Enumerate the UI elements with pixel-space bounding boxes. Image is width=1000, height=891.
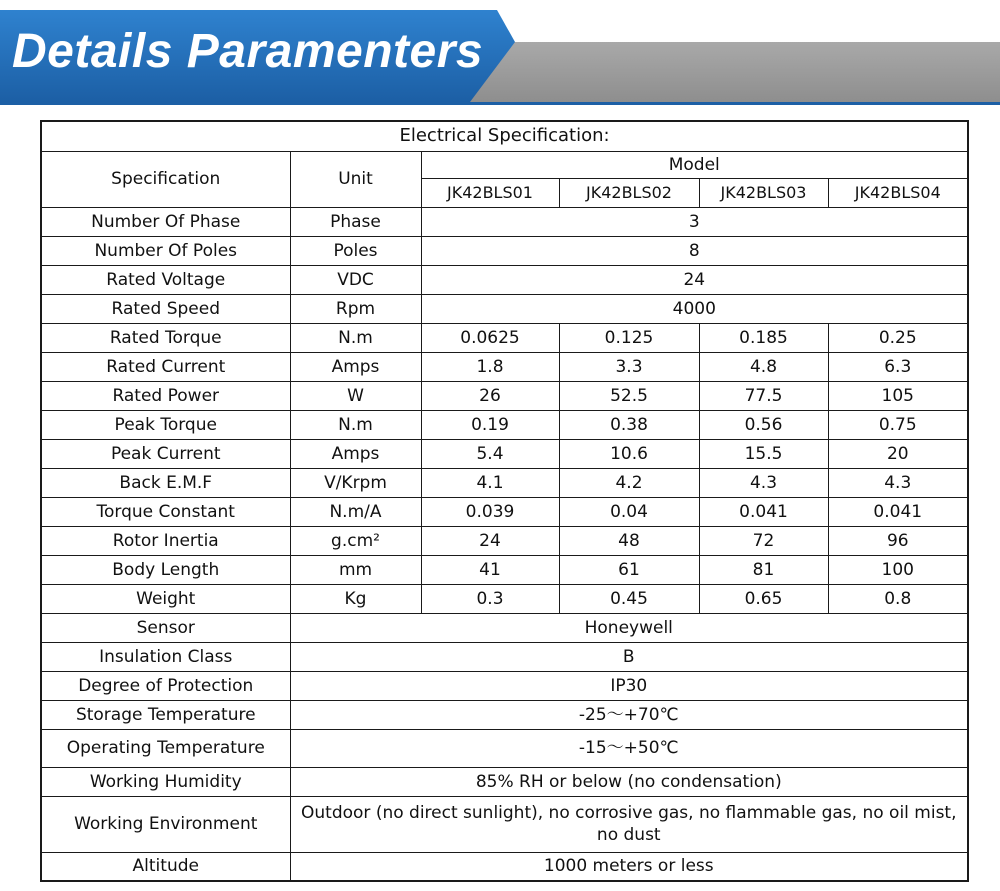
value-cell: 85% RH or below (no condensation) bbox=[290, 767, 968, 796]
spec-label: Rotor Inertia bbox=[41, 526, 290, 555]
value-cell: Outdoor (no direct sunlight), no corrosive gas, no flammable gas, no oil mist, no dust bbox=[290, 796, 968, 852]
spec-label: Altitude bbox=[41, 852, 290, 881]
unit-cell: W bbox=[290, 381, 421, 410]
value-cell: 0.125 bbox=[559, 323, 699, 352]
unit-cell: V/Krpm bbox=[290, 468, 421, 497]
value-cell: 81 bbox=[699, 555, 828, 584]
value-cell: Honeywell bbox=[290, 613, 968, 642]
value-cell: 24 bbox=[421, 265, 968, 294]
unit-cell: N.m bbox=[290, 410, 421, 439]
value-cell: 0.75 bbox=[828, 410, 968, 439]
value-cell: 6.3 bbox=[828, 352, 968, 381]
value-cell: 3 bbox=[421, 207, 968, 236]
spec-label: Rated Torque bbox=[41, 323, 290, 352]
spec-label: Storage Temperature bbox=[41, 700, 290, 729]
spec-label: Body Length bbox=[41, 555, 290, 584]
value-cell: 0.8 bbox=[828, 584, 968, 613]
value-cell: 48 bbox=[559, 526, 699, 555]
value-cell: 8 bbox=[421, 236, 968, 265]
table-row bbox=[41, 381, 968, 410]
model-header: JK42BLS01 bbox=[421, 178, 559, 207]
value-cell: 0.041 bbox=[828, 497, 968, 526]
value-cell: 0.38 bbox=[559, 410, 699, 439]
unit-cell: N.m bbox=[290, 323, 421, 352]
column-header-unit: Unit bbox=[290, 151, 421, 207]
spec-label: Number Of Poles bbox=[41, 236, 290, 265]
value-cell: 4.1 bbox=[421, 468, 559, 497]
table-row bbox=[41, 729, 968, 767]
unit-cell: g.cm² bbox=[290, 526, 421, 555]
spec-label: Number Of Phase bbox=[41, 207, 290, 236]
spec-label: Peak Current bbox=[41, 439, 290, 468]
column-header-model: Model bbox=[421, 151, 968, 178]
model-header: JK42BLS02 bbox=[559, 178, 699, 207]
spec-table bbox=[40, 120, 969, 882]
table-row bbox=[41, 642, 968, 671]
value-cell: 0.0625 bbox=[421, 323, 559, 352]
value-cell: 5.4 bbox=[421, 439, 559, 468]
value-cell: 26 bbox=[421, 381, 559, 410]
spec-label: Rated Speed bbox=[41, 294, 290, 323]
unit-cell: Amps bbox=[290, 439, 421, 468]
value-cell: B bbox=[290, 642, 968, 671]
value-cell: 10.6 bbox=[559, 439, 699, 468]
table-row bbox=[41, 613, 968, 642]
spec-label: Operating Temperature bbox=[41, 729, 290, 767]
value-cell: 0.04 bbox=[559, 497, 699, 526]
value-cell: 24 bbox=[421, 526, 559, 555]
unit-cell: mm bbox=[290, 555, 421, 584]
table-row bbox=[41, 584, 968, 613]
value-cell: 96 bbox=[828, 526, 968, 555]
table-row bbox=[41, 852, 968, 881]
value-cell: 72 bbox=[699, 526, 828, 555]
spec-label: Working Environment bbox=[41, 796, 290, 852]
spec-label: Degree of Protection bbox=[41, 671, 290, 700]
table-row bbox=[41, 439, 968, 468]
table-row bbox=[41, 294, 968, 323]
value-cell: 15.5 bbox=[699, 439, 828, 468]
unit-cell: Rpm bbox=[290, 294, 421, 323]
header-underline bbox=[0, 102, 1000, 105]
value-cell: 61 bbox=[559, 555, 699, 584]
value-cell: 4.8 bbox=[699, 352, 828, 381]
table-row bbox=[41, 468, 968, 497]
unit-cell: Kg bbox=[290, 584, 421, 613]
value-cell: 0.45 bbox=[559, 584, 699, 613]
spec-label: Peak Torque bbox=[41, 410, 290, 439]
table-row bbox=[41, 555, 968, 584]
value-cell: 1.8 bbox=[421, 352, 559, 381]
unit-cell: Poles bbox=[290, 236, 421, 265]
value-cell: 0.041 bbox=[699, 497, 828, 526]
value-cell: 1000 meters or less bbox=[290, 852, 968, 881]
value-cell: 0.185 bbox=[699, 323, 828, 352]
unit-cell: VDC bbox=[290, 265, 421, 294]
page-title: Details Paramenters bbox=[12, 25, 484, 78]
value-cell: 52.5 bbox=[559, 381, 699, 410]
spec-label: Back E.M.F bbox=[41, 468, 290, 497]
column-header-specification: Specification bbox=[41, 151, 290, 207]
spec-label: Insulation Class bbox=[41, 642, 290, 671]
spec-label: Weight bbox=[41, 584, 290, 613]
value-cell: 0.25 bbox=[828, 323, 968, 352]
unit-cell: Phase bbox=[290, 207, 421, 236]
table-row bbox=[41, 265, 968, 294]
table-row bbox=[41, 323, 968, 352]
value-cell: 4000 bbox=[421, 294, 968, 323]
spec-label: Working Humidity bbox=[41, 767, 290, 796]
header-banner-gray bbox=[450, 42, 1000, 102]
spec-label: Sensor bbox=[41, 613, 290, 642]
table-row bbox=[41, 700, 968, 729]
spec-label: Rated Power bbox=[41, 381, 290, 410]
table-row bbox=[41, 207, 968, 236]
value-cell: 4.3 bbox=[699, 468, 828, 497]
value-cell: IP30 bbox=[290, 671, 968, 700]
table-title: Electrical Specification: bbox=[41, 121, 968, 151]
model-header: JK42BLS04 bbox=[828, 178, 968, 207]
value-cell: 0.039 bbox=[421, 497, 559, 526]
table-row bbox=[41, 767, 968, 796]
value-cell: 20 bbox=[828, 439, 968, 468]
table-row bbox=[41, 410, 968, 439]
value-cell: 4.3 bbox=[828, 468, 968, 497]
value-cell: 77.5 bbox=[699, 381, 828, 410]
table-row bbox=[41, 526, 968, 555]
value-cell: 0.3 bbox=[421, 584, 559, 613]
model-header: JK42BLS03 bbox=[699, 178, 828, 207]
value-cell: -15～+50℃ bbox=[290, 729, 968, 767]
value-cell: 41 bbox=[421, 555, 559, 584]
value-cell: 4.2 bbox=[559, 468, 699, 497]
table-row bbox=[41, 352, 968, 381]
unit-cell: Amps bbox=[290, 352, 421, 381]
value-cell: 100 bbox=[828, 555, 968, 584]
value-cell: 0.56 bbox=[699, 410, 828, 439]
table-row bbox=[41, 236, 968, 265]
value-cell: 3.3 bbox=[559, 352, 699, 381]
value-cell: 0.65 bbox=[699, 584, 828, 613]
value-cell: 105 bbox=[828, 381, 968, 410]
table-row bbox=[41, 497, 968, 526]
spec-label: Torque Constant bbox=[41, 497, 290, 526]
value-cell: -25～+70℃ bbox=[290, 700, 968, 729]
spec-label: Rated Voltage bbox=[41, 265, 290, 294]
value-cell: 0.19 bbox=[421, 410, 559, 439]
table-row bbox=[41, 671, 968, 700]
unit-cell: N.m/A bbox=[290, 497, 421, 526]
table-row bbox=[41, 796, 968, 852]
spec-label: Rated Current bbox=[41, 352, 290, 381]
